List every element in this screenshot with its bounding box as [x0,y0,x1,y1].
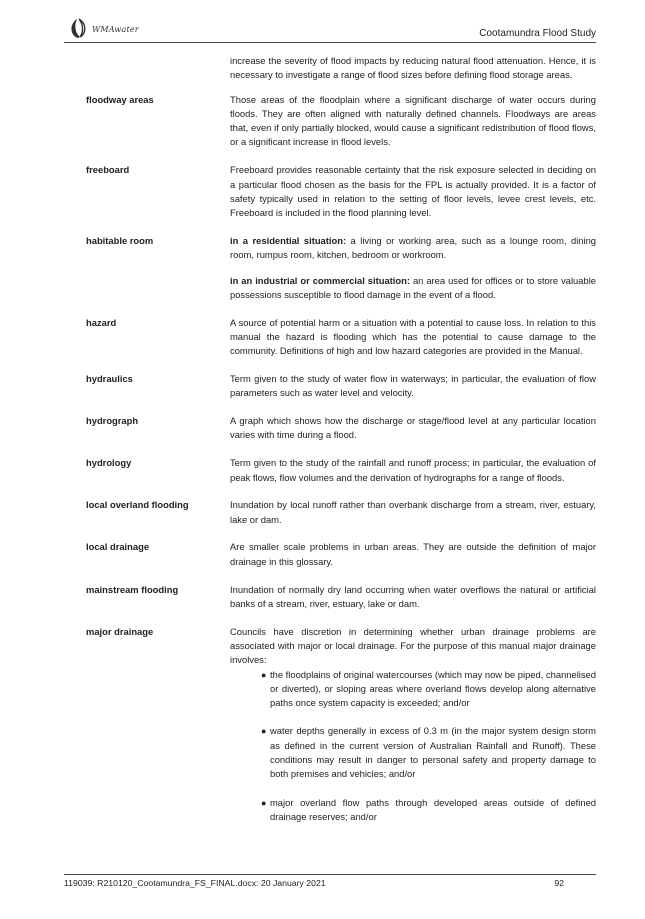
glossary-definition: A source of potential harm or a situation with a potential to cause loss. In relation to this manual the hazard is flooding which has the potential to cause damage to the community. Definitions of high and low hazard categories are provided in the Manual. [230,316,596,357]
document-title: Cootamundra Flood Study [479,28,596,39]
glossary-term: local drainage [86,541,150,553]
list-item: ● major overland flow paths through developed areas outside of defined drainage reserves; and/or [261,796,596,822]
document-reference: 119039: R210120_Cootamundra_FS_FINAL.docx: 20 January 2021 [64,878,326,888]
glossary-entry [86,456,596,485]
glossary-definition: Those areas of the floodplain where a significant discharge of water occurs during floods. They are often aligned with naturally defined channels. Floodways are areas that, even if only partially blocked, would cause a significant redistribution of flood flows, or a significant increase in flood levels. [230,93,596,148]
glossary-definition: Term given to the study of water flow in waterways; in particular, the evaluation of flow parameters such as water level and velocity. [230,373,596,399]
glossary-definition: Inundation by local runoff rather than overbank discharge from a stream, river, estuary, lake or dam. [230,499,596,525]
glossary-entry [86,414,596,443]
logo-text: WMAwater [92,25,139,34]
continued-definition: increase the severity of flood impacts by reducing natural flood attenuation. Hence, it is necessary to investigate a range of flood sizes before defining flood storage areas. [230,55,596,81]
glossary-entry [86,498,596,527]
glossary-term: habitable room [86,234,154,246]
glossary-term: local overland flooding [86,499,189,511]
glossary-content [86,54,596,838]
glossary-entry [86,163,596,220]
glossary-entry [86,540,596,569]
glossary-definition: Term given to the study of the rainfall and runoff process; in particular, the evaluation of peak flows, flow volumes and the derivation of hydrographs for a range of floods. [230,457,596,483]
glossary-term: hydrograph [86,415,139,427]
wave-logo-icon [68,16,90,40]
glossary-entry [86,93,596,150]
residential-text: a living or working area, such as a lounge room, dining room, rumpus room, kitchen, bedroom or workroom. [230,234,597,261]
glossary-entry [86,625,596,825]
glossary-definition [230,625,596,825]
page-footer [64,874,596,888]
glossary-term: hydrology [86,457,132,469]
glossary-definition: Are smaller scale problems in urban areas. They are outside the definition of major drainage in this glossary. [230,541,596,567]
industrial-label: in an industrial or commercial situation: [230,274,410,286]
glossary-continuation [86,54,596,83]
bullet-icon: ● [261,726,267,737]
industrial-text: an area used for offices or to store valuable possessions susceptible to flood damage in the event of a flood. [230,274,596,300]
list-item: ● water depths generally in excess of 0.3 m (in the major system design storm as defined in the current version of Australian Rainfall and Runoff). These conditions may result in danger to personal safety and property damage to both premises and vehicles; and/or [261,725,596,780]
glossary-term: hazard [86,316,117,328]
glossary-definition: A graph which shows how the discharge or stage/flood level at any particular location varies with time during a flood. [230,415,596,441]
residential-label: in a residential situation: [230,234,347,246]
page-header [64,14,596,43]
glossary-term: mainstream flooding [86,583,179,595]
glossary-term: freeboard [86,164,130,176]
glossary-entry [86,372,596,401]
glossary-definition: Freeboard provides reasonable certainty that the risk exposure selected in deciding on a particular flood chosen as the basis for the FPL is actually provided. It is a factor of safety typically used in relation to the setting of floor levels, levee crest levels, etc. Freeboard is included in the flood planning level. [230,164,596,219]
bullet-list [230,668,596,825]
bullet-icon: ● [261,797,267,808]
glossary-entry [86,316,596,359]
page-number: 92 [554,878,564,888]
glossary-definition [230,234,596,302]
glossary-definition: Inundation of normally dry land occurring when water overflows the natural or artificial banks of a stream, river, estuary, lake or dam. [230,583,596,609]
bullet-icon: ● [261,669,267,680]
glossary-entry [86,234,596,302]
glossary-entry [86,583,596,612]
definition-lead: Councils have discretion in determining whether urban drainage problems are associated with major or local drainage. For the purpose of this manual major drainage involves: [230,625,596,666]
company-logo [68,16,138,40]
glossary-term: hydraulics [86,373,133,385]
glossary-term: floodway areas [86,93,154,105]
glossary-term: major drainage [86,625,154,637]
list-item: ● the floodplains of original watercourses (which may now be piped, channelised or diverted), or sloping areas where overland flows develop along alternative paths once system capacity is exceeded; and/or [261,668,596,709]
